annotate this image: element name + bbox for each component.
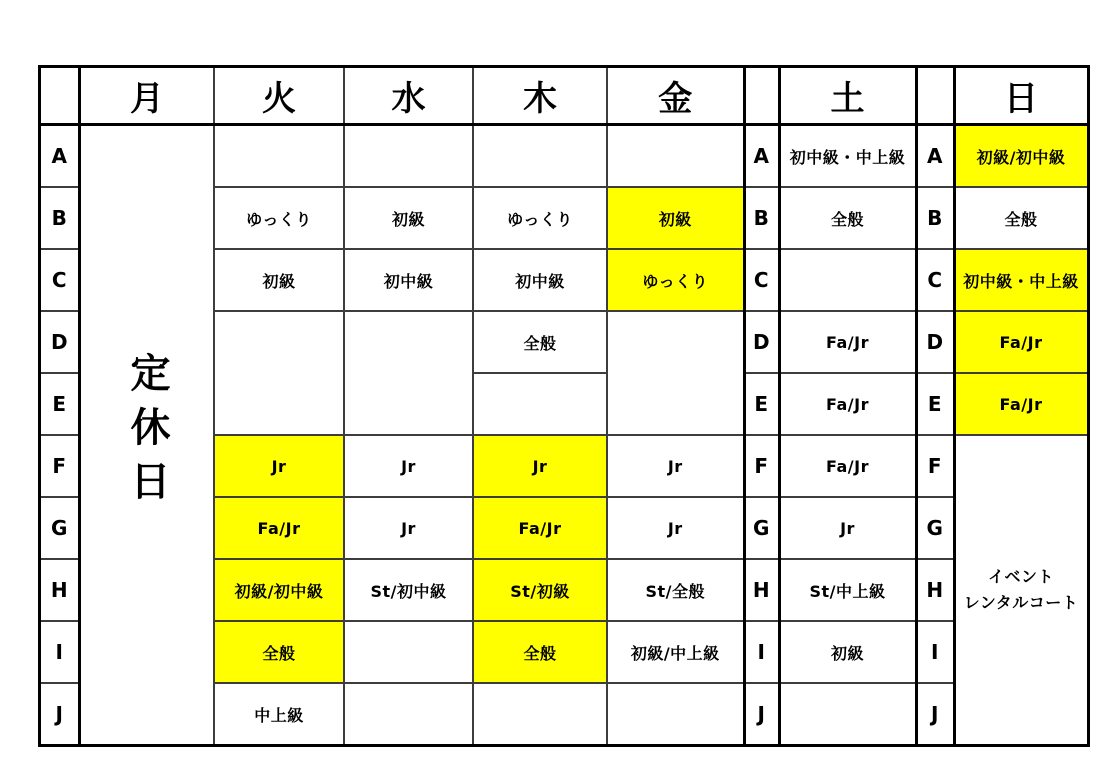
row-label-mid-F: F [744, 435, 779, 497]
cell-sat-J [779, 683, 916, 746]
cell-wed-C: 初中級 [344, 249, 473, 311]
header-day-sun: 日 [954, 67, 1088, 125]
row-label-right-C: C [916, 249, 954, 311]
cell-thu-C: 初中級 [473, 249, 607, 311]
cell-thu-G: Fa/Jr [473, 497, 607, 559]
cell-wed-H: St/初中級 [344, 559, 473, 621]
row-A [40, 125, 1089, 188]
cell-sat-C [779, 249, 916, 311]
cell-fri-I: 初級/中上級 [607, 621, 744, 683]
cell-fri-C: ゆっくり [607, 249, 744, 311]
cell-tue-J: 中上級 [214, 683, 344, 746]
row-label-right-E: E [916, 373, 954, 435]
row-label-mid-I: I [744, 621, 779, 683]
row-label-right-B: B [916, 187, 954, 249]
row-label-right-J: J [916, 683, 954, 746]
header-right-spacer [916, 67, 954, 125]
cell-wed-F: Jr [344, 435, 473, 497]
header-day-fri: 金 [607, 67, 744, 125]
row-label-mid-E: E [744, 373, 779, 435]
cell-fri-DE [607, 311, 744, 435]
cell-tue-B: ゆっくり [214, 187, 344, 249]
cell-wed-DE [344, 311, 473, 435]
cell-fri-A [607, 125, 744, 188]
cell-sat-E: Fa/Jr [779, 373, 916, 435]
cell-tue-DE [214, 311, 344, 435]
row-label-mid-D: D [744, 311, 779, 373]
cell-fri-G: Jr [607, 497, 744, 559]
row-label-right-H: H [916, 559, 954, 621]
cell-sat-F: Fa/Jr [779, 435, 916, 497]
cell-thu-F: Jr [473, 435, 607, 497]
cell-sun-event [954, 435, 1088, 746]
cell-tue-H: 初級/初中級 [214, 559, 344, 621]
row-label-left-A: A [40, 125, 80, 188]
cell-wed-B: 初級 [344, 187, 473, 249]
header-corner [40, 67, 80, 125]
header-mid-spacer [744, 67, 779, 125]
cell-thu-B: ゆっくり [473, 187, 607, 249]
header-day-thu: 木 [473, 67, 607, 125]
row-label-mid-C: C [744, 249, 779, 311]
cell-sat-I: 初級 [779, 621, 916, 683]
row-label-right-I: I [916, 621, 954, 683]
cell-thu-A [473, 125, 607, 188]
cell-thu-E [473, 373, 607, 435]
cell-sat-D: Fa/Jr [779, 311, 916, 373]
lesson-schedule-table [38, 65, 1090, 747]
row-label-left-F: F [40, 435, 80, 497]
cell-tue-A [214, 125, 344, 188]
row-label-left-J: J [40, 683, 80, 746]
cell-wed-I [344, 621, 473, 683]
cell-sun-D: Fa/Jr [954, 311, 1088, 373]
cell-tue-C: 初級 [214, 249, 344, 311]
row-label-right-F: F [916, 435, 954, 497]
cell-thu-D: 全般 [473, 311, 607, 373]
closed-day-note: 定休日 [124, 352, 170, 514]
header-row [40, 67, 1089, 125]
cell-thu-I: 全般 [473, 621, 607, 683]
cell-tue-G: Fa/Jr [214, 497, 344, 559]
cell-sun-B: 全般 [954, 187, 1088, 249]
event-label-line2: レンタルコート [963, 593, 1079, 612]
cell-sun-C: 初中級・中上級 [954, 249, 1088, 311]
cell-mon-closed [80, 125, 215, 746]
cell-fri-F: Jr [607, 435, 744, 497]
row-label-mid-B: B [744, 187, 779, 249]
header-day-wed: 水 [344, 67, 473, 125]
cell-thu-J [473, 683, 607, 746]
cell-sat-A: 初中級・中上級 [779, 125, 916, 188]
header-day-tue: 火 [214, 67, 344, 125]
cell-tue-F: Jr [214, 435, 344, 497]
row-label-left-E: E [40, 373, 80, 435]
cell-sat-G: Jr [779, 497, 916, 559]
cell-sun-E: Fa/Jr [954, 373, 1088, 435]
cell-fri-J [607, 683, 744, 746]
cell-sat-H: St/中上級 [779, 559, 916, 621]
cell-sat-B: 全般 [779, 187, 916, 249]
row-label-right-G: G [916, 497, 954, 559]
header-day-mon: 月 [80, 67, 215, 125]
row-label-left-C: C [40, 249, 80, 311]
cell-fri-H: St/全般 [607, 559, 744, 621]
row-label-left-G: G [40, 497, 80, 559]
row-label-right-D: D [916, 311, 954, 373]
cell-tue-I: 全般 [214, 621, 344, 683]
cell-thu-H: St/初級 [473, 559, 607, 621]
row-label-mid-H: H [744, 559, 779, 621]
event-label-line1: イベント [987, 567, 1054, 587]
row-label-mid-A: A [744, 125, 779, 188]
cell-wed-G: Jr [344, 497, 473, 559]
row-label-left-H: H [40, 559, 80, 621]
cell-wed-J [344, 683, 473, 746]
row-label-left-B: B [40, 187, 80, 249]
row-label-mid-G: G [744, 497, 779, 559]
row-label-left-D: D [40, 311, 80, 373]
cell-wed-A [344, 125, 473, 188]
row-label-left-I: I [40, 621, 80, 683]
cell-fri-B: 初級 [607, 187, 744, 249]
row-label-right-A: A [916, 125, 954, 188]
cell-sun-A: 初級/初中級 [954, 125, 1088, 188]
header-day-sat: 土 [779, 67, 916, 125]
row-label-mid-J: J [744, 683, 779, 746]
